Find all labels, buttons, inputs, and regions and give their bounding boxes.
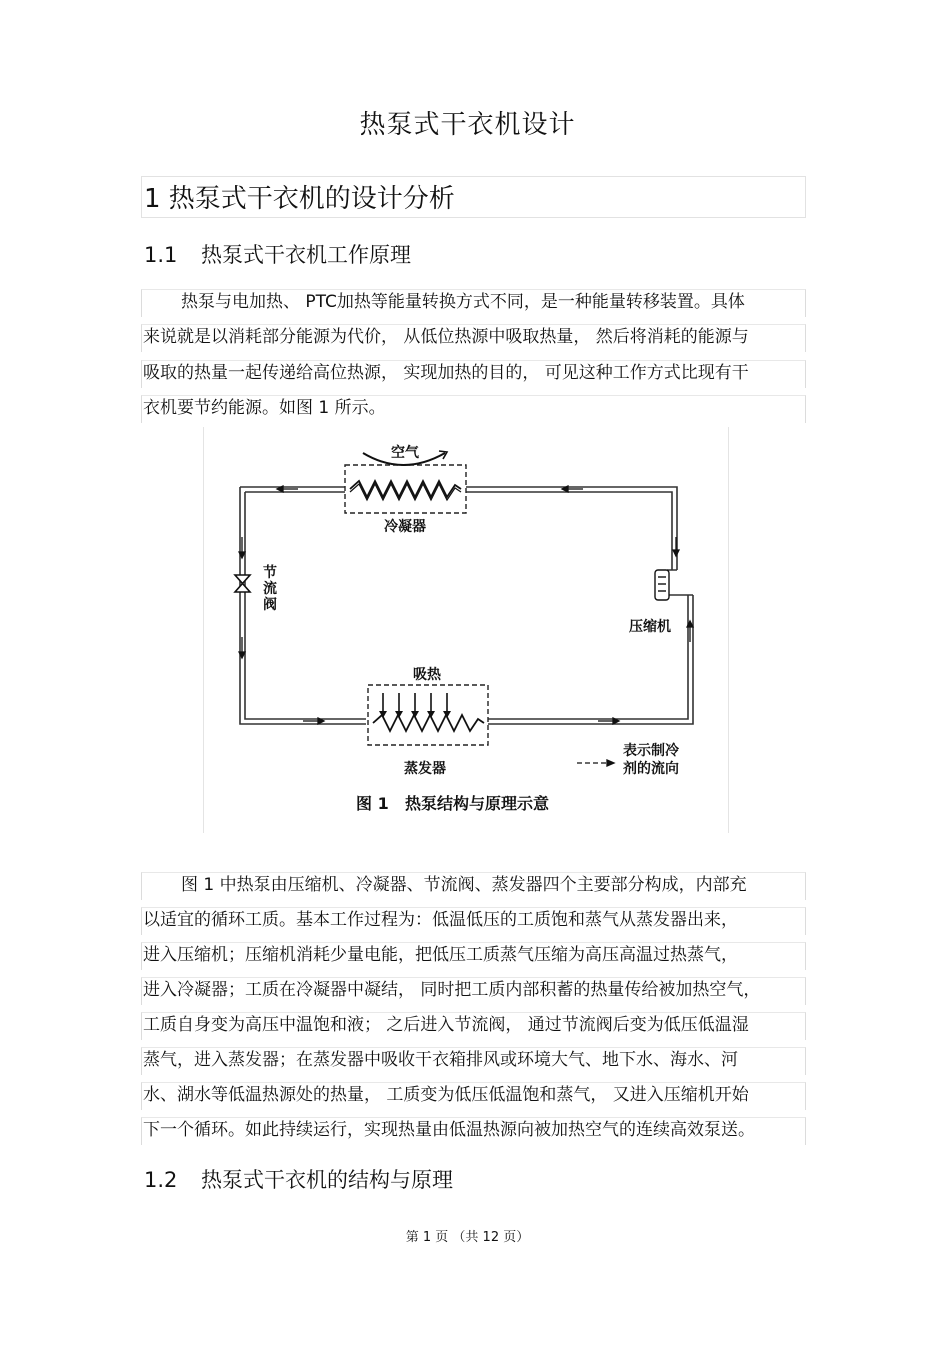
section-1-2-number: 1.2 [144,1168,178,1192]
paragraph-1-line: 来说就是以消耗部分能源为代价， 从低位热源中吸取热量， 然后将消耗的能源与 [143,327,749,347]
evaporator-label: 蒸发器 [404,761,446,777]
legend-line-2: 剂的流向 [623,761,679,777]
paragraph-1-line: 衣机要节约能源。如图 1 所示。 [143,398,386,418]
section-1-2-title: 热泵式干衣机的结构与原理 [201,1168,453,1192]
throttle-valve [235,575,250,592]
section-1-1-heading [144,239,411,269]
document-title: 热泵式干衣机设计 [359,110,576,140]
figure-caption-text: 热泵结构与原理示意 [405,794,550,813]
compressor-pipes [667,570,693,595]
paragraph-2-line: 蒸气，进入蒸发器；在蒸发器中吸收干衣箱排风或环境大气、地下水、海水、河 [143,1050,738,1070]
heat-pump-diagram [203,427,729,833]
paragraph-2-line: 以适宜的循环工质。基本工作过程为：低温低压的工质饱和蒸气从蒸发器出来， [143,910,738,930]
section-1-heading: 1 热泵式干衣机的设计分析 [144,184,455,214]
valve-label-2: 流 [263,581,277,597]
paragraph-2-line: 进入压缩机；压缩机消耗少量电能，把低压工质蒸气压缩为高压高温过热蒸气， [143,945,738,965]
section-1-1-title: 热泵式干衣机工作原理 [201,243,411,267]
air-label: 空气 [391,445,419,461]
paragraph-2-line: 水、湖水等低温热源处的热量， 工质变为低压低温饱和蒸气， 又进入压缩机开始 [143,1085,749,1105]
page-footer: 第 1 页 （共 12 页） [405,1230,530,1245]
legend-line-1: 表示制冷 [623,743,679,759]
paragraph-1-line: 吸取的热量一起传递给高位热源， 实现加热的目的， 可见这种工作方式比现有干 [143,363,749,383]
right-pipe-outer [488,595,693,724]
right-pipe-inner [488,595,688,719]
condenser-label: 冷凝器 [384,519,426,535]
paragraph-2-line: 进入冷凝器；工质在冷凝器中凝结， 同时把工质内部积蓄的热量传给被加热空气， [143,980,761,1000]
absorb-label: 吸热 [413,667,441,683]
figure-caption-number: 图 1 [356,794,389,813]
valve-label-1: 节 [263,565,277,581]
paragraph-2-line: 图 1 中热泵由压缩机、冷凝器、节流阀、蒸发器四个主要部分构成，内部充 [181,875,747,895]
compressor-label: 压缩机 [629,619,671,635]
compressor [655,570,669,600]
legend-arrow [577,760,614,766]
evaporator [368,685,488,745]
paragraph-2-line: 工质自身变为高压中温饱和液； 之后进入节流阀， 通过节流阀后变为低压低温湿 [143,1015,749,1035]
left-pipe-outer [240,487,366,724]
valve-label-3: 阀 [263,597,277,613]
section-1-2-heading [144,1164,453,1194]
paragraph-2-line: 下一个循环。如此持续运行，实现热量由低温热源向被加热空气的连续高效泵送。 [143,1120,755,1140]
paragraph-1-line: 热泵与电加热、 PTC加热等能量转换方式不同，是一种能量转移装置。具体 [181,292,745,312]
section-1-1-number: 1.1 [144,243,178,267]
